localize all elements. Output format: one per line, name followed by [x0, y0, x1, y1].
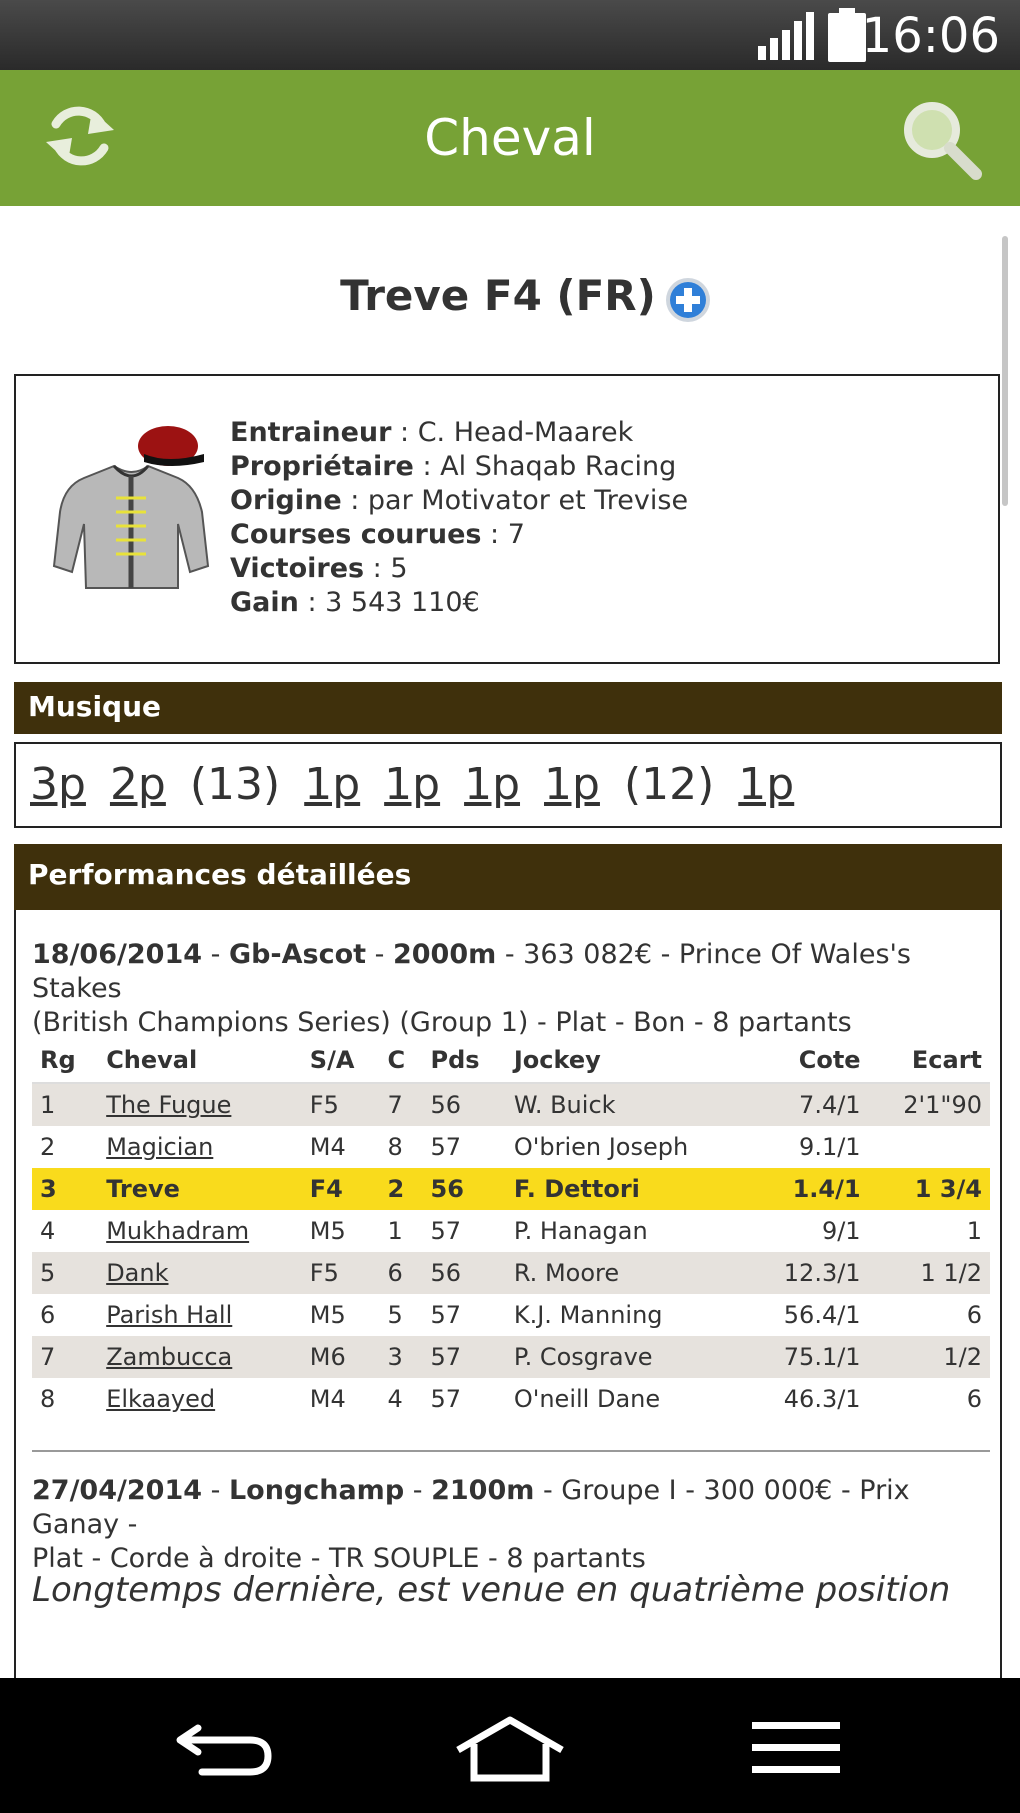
- cell-sex-age: F5: [302, 1083, 380, 1126]
- horse-name: Treve F4 (FR): [340, 271, 656, 320]
- horse-link[interactable]: Zambucca: [106, 1343, 233, 1371]
- cell-rank: 7: [32, 1336, 98, 1378]
- musique-item[interactable]: 1p: [738, 759, 795, 810]
- horse-link[interactable]: Parish Hall: [106, 1301, 233, 1329]
- cell-rank: 1: [32, 1083, 98, 1126]
- cell-draw: 8: [387, 1133, 403, 1161]
- cell-rank: 5: [32, 1252, 98, 1294]
- cell-odds: 9/1: [821, 1217, 861, 1245]
- table-row: [32, 1126, 990, 1168]
- horse-link[interactable]: Elkaayed: [106, 1385, 216, 1413]
- jockey-silks-icon: [44, 416, 214, 596]
- cell-jockey: F. Dettori: [506, 1168, 750, 1210]
- table-row: [32, 1378, 990, 1420]
- cell-sex-age: F5: [302, 1252, 380, 1294]
- cell-gap: 1 1/2: [869, 1252, 990, 1294]
- musique-item[interactable]: 1p: [384, 759, 441, 810]
- app-bar: [0, 70, 1020, 206]
- cell-sex-age: M4: [309, 1385, 346, 1413]
- cell-gap: 1: [966, 1217, 982, 1245]
- cell-sex-age: F4: [302, 1168, 380, 1210]
- cell-draw: 1: [387, 1217, 403, 1245]
- performances-panel: [14, 910, 1002, 1678]
- cell-weight: 57: [430, 1133, 462, 1161]
- cell-horse: [98, 1252, 302, 1294]
- back-icon[interactable]: [164, 1708, 284, 1788]
- cell-odds: 9.1/1: [799, 1133, 861, 1161]
- table-row: [32, 1252, 990, 1294]
- cell-horse: Treve: [98, 1168, 302, 1210]
- info-owner: Propriétaire : Al Shaqab Racing: [230, 451, 677, 482]
- cell-draw: 3: [379, 1336, 422, 1378]
- horse-link[interactable]: Dank: [106, 1259, 169, 1287]
- cell-sex-age: M5: [309, 1217, 346, 1245]
- cell-draw: 5: [387, 1301, 403, 1329]
- musique-item[interactable]: 1p: [544, 759, 600, 810]
- cell-horse: [98, 1083, 302, 1126]
- musique-item[interactable]: 3p: [30, 759, 86, 810]
- cell-horse: [98, 1336, 302, 1378]
- musique-item: (13): [189, 759, 281, 810]
- musique-item[interactable]: 1p: [464, 759, 521, 810]
- cell-sex-age: M6: [302, 1336, 380, 1378]
- cell-rank: 3: [32, 1168, 98, 1210]
- table-row: [32, 1294, 990, 1336]
- cell-odds: 12.3/1: [750, 1252, 869, 1294]
- cell-gap: [869, 1126, 990, 1168]
- performances-header: Performances détaillées: [14, 844, 1002, 910]
- race-2-comment: Longtemps dernière, est venue en quatrième position: [32, 1570, 951, 1610]
- table-row: [32, 1083, 990, 1126]
- musique-list: [14, 742, 1002, 828]
- cell-weight: 57: [430, 1217, 462, 1245]
- cell-horse: [98, 1378, 302, 1420]
- cell-jockey: P. Cosgrave: [506, 1336, 750, 1378]
- col-sex-age: S/A: [302, 1038, 380, 1083]
- cell-jockey: K.J. Manning: [513, 1301, 663, 1329]
- navigation-bar: [0, 1678, 1020, 1813]
- search-icon[interactable]: [898, 96, 984, 182]
- cell-draw: 2: [379, 1168, 422, 1210]
- cell-odds: 46.3/1: [783, 1385, 861, 1413]
- status-bar: [0, 0, 1020, 70]
- clock: 16:06: [861, 8, 1000, 64]
- cell-odds: 7.4/1: [750, 1083, 869, 1126]
- info-trainer: Entraineur : C. Head-Maarek: [230, 417, 634, 448]
- results-header-row: [32, 1038, 990, 1083]
- race-2-header: 27/04/2014 - Longchamp - 2100m - Groupe I - 300 000€ - Prix Ganay - Plat - Corde à droite - TR SOUPLE - 8 partants: [32, 1475, 910, 1574]
- race-1-header: 18/06/2014 - Gb-Ascot - 2000m - 363 082€ - Prince Of Wales's Stakes (British Champions Series) (Group 1) - Plat - Bon - 8 partants: [32, 939, 911, 1038]
- horse-info-list: [230, 416, 688, 620]
- cell-jockey: W. Buick: [506, 1083, 750, 1126]
- col-draw: C: [379, 1038, 422, 1083]
- cell-weight: 57: [430, 1385, 462, 1413]
- cell-horse: [98, 1294, 302, 1336]
- cell-gap: 1/2: [869, 1336, 990, 1378]
- cell-horse: [98, 1210, 302, 1252]
- cell-weight: 56: [423, 1083, 506, 1126]
- results-table: [32, 1038, 990, 1420]
- race-divider: [32, 1450, 990, 1452]
- horse-info-card: [14, 374, 1000, 664]
- cell-rank: 8: [40, 1385, 56, 1413]
- content-area: [0, 206, 1020, 1678]
- battery-icon: [828, 8, 866, 62]
- table-row: [32, 1168, 990, 1210]
- cell-jockey: O'brien Joseph: [513, 1133, 689, 1161]
- musique-item[interactable]: 1p: [304, 759, 361, 810]
- cell-gap: 1 3/4: [869, 1168, 990, 1210]
- cell-odds: 1.4/1: [750, 1168, 869, 1210]
- info-origin: Origine : par Motivator et Trevise: [230, 485, 689, 516]
- horse-link[interactable]: Magician: [106, 1133, 214, 1161]
- signal-icon: [758, 12, 814, 60]
- cell-gap: 6: [966, 1301, 982, 1329]
- cell-rank: 2: [40, 1133, 56, 1161]
- cell-horse: [98, 1126, 302, 1168]
- musique-item: (12): [623, 759, 715, 810]
- info-races-run: Courses courues : 7: [230, 519, 525, 550]
- cell-rank: 4: [40, 1217, 56, 1245]
- musique-item[interactable]: 2p: [109, 759, 166, 810]
- cell-weight: 56: [423, 1168, 506, 1210]
- horse-link[interactable]: The Fugue: [106, 1091, 232, 1119]
- cell-jockey: P. Hanagan: [513, 1217, 648, 1245]
- cell-jockey: O'neill Dane: [513, 1385, 661, 1413]
- cell-weight: 57: [430, 1301, 462, 1329]
- table-row: [32, 1336, 990, 1378]
- menu-icon[interactable]: [736, 1708, 856, 1788]
- col-gap: Ecart: [869, 1038, 990, 1083]
- cell-odds: 56.4/1: [783, 1301, 861, 1329]
- plus-circle-icon[interactable]: [664, 276, 712, 324]
- cell-draw: 6: [379, 1252, 422, 1294]
- cell-odds: 75.1/1: [750, 1336, 869, 1378]
- cell-draw: 7: [379, 1083, 422, 1126]
- table-row: [32, 1210, 990, 1252]
- musique-header: Musique: [14, 682, 1002, 734]
- info-wins: Victoires : 5: [230, 553, 408, 584]
- page-title: Cheval: [424, 109, 596, 167]
- col-weight: Pds: [423, 1038, 506, 1083]
- home-icon[interactable]: [450, 1708, 570, 1788]
- cell-weight: 56: [423, 1252, 506, 1294]
- col-horse: Cheval: [98, 1038, 302, 1083]
- cell-rank: 6: [40, 1301, 56, 1329]
- cell-sex-age: M4: [309, 1133, 346, 1161]
- col-rank: Rg: [32, 1038, 98, 1083]
- info-earnings: Gain : 3 543 110€: [230, 587, 480, 618]
- cell-gap: 2'1"90: [869, 1083, 990, 1126]
- cell-jockey: R. Moore: [506, 1252, 750, 1294]
- cell-weight: 57: [423, 1336, 506, 1378]
- scrollbar[interactable]: [1002, 236, 1008, 506]
- horse-link[interactable]: Mukhadram: [106, 1217, 250, 1245]
- col-jockey: Jockey: [506, 1038, 750, 1083]
- cell-sex-age: M5: [309, 1301, 346, 1329]
- col-odds: Cote: [750, 1038, 869, 1083]
- cell-draw: 4: [387, 1385, 403, 1413]
- cell-gap: 6: [966, 1385, 982, 1413]
